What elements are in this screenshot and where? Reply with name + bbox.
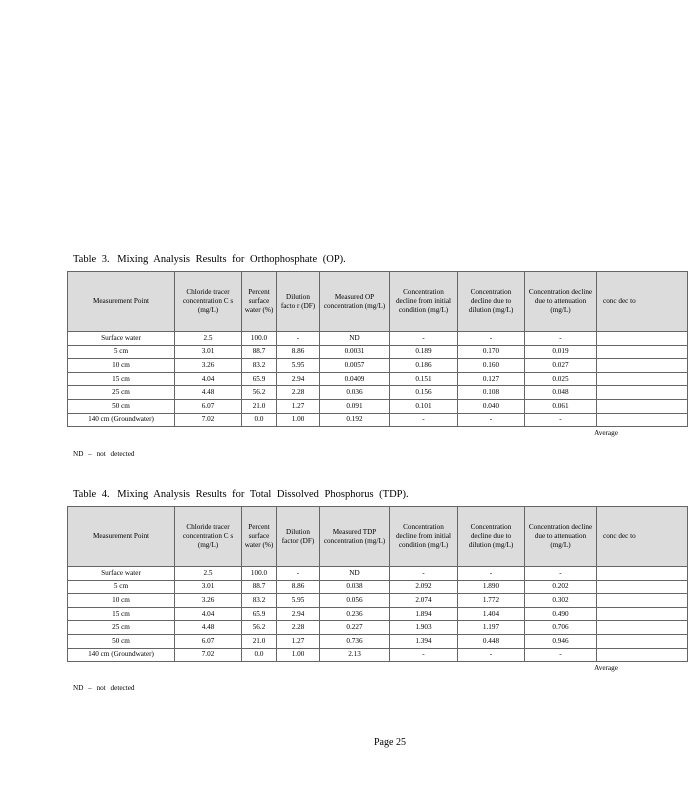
table-cell: 2.94 xyxy=(277,607,320,621)
column-header: Concentration decline from initial condition (mg/L) xyxy=(390,507,458,567)
table-cell: 0.490 xyxy=(525,607,597,621)
table-cell: 6.07 xyxy=(175,634,242,648)
average-row xyxy=(68,662,688,675)
table-cell xyxy=(597,345,688,359)
table-cell: 2.074 xyxy=(390,594,458,608)
table-cell: 0.706 xyxy=(525,621,597,635)
table-row xyxy=(68,332,688,346)
table-row xyxy=(68,634,688,648)
table-cell xyxy=(597,580,688,594)
table-cell: 1.197 xyxy=(458,621,525,635)
table-cell: 25 cm xyxy=(68,386,175,400)
table-row xyxy=(68,345,688,359)
table-cell: - xyxy=(390,648,458,662)
table-cell: 0.448 xyxy=(458,634,525,648)
table-cell: 0.019 xyxy=(525,345,597,359)
table-3-title: Mixing Analysis Results for Orthophosphate (OP). xyxy=(117,254,346,265)
table-cell: 0.108 xyxy=(458,386,525,400)
table-cell: 1.27 xyxy=(277,399,320,413)
table-cell: 0.025 xyxy=(525,372,597,386)
table-4-note: ND – not detected xyxy=(73,684,135,692)
table-cell: 3.01 xyxy=(175,580,242,594)
table-cell: 2.5 xyxy=(175,567,242,581)
table-cell: 0.302 xyxy=(525,594,597,608)
table-cell: 65.9 xyxy=(242,607,277,621)
table-cell xyxy=(597,567,688,581)
column-header: Percent surface water (%) xyxy=(242,272,277,332)
table-row xyxy=(68,386,688,400)
table-cell: 88.7 xyxy=(242,345,277,359)
table-cell xyxy=(597,413,688,427)
table-cell: 1.394 xyxy=(390,634,458,648)
table-cell: 0.227 xyxy=(320,621,390,635)
table-row xyxy=(68,580,688,594)
table-cell: 1.894 xyxy=(390,607,458,621)
table-cell: 2.5 xyxy=(175,332,242,346)
column-header: Measured OP concentration (mg/L) xyxy=(320,272,390,332)
table-cell: - xyxy=(390,413,458,427)
table-cell: 4.04 xyxy=(175,372,242,386)
table-cell: 0.101 xyxy=(390,399,458,413)
table-row xyxy=(68,648,688,662)
table-cell xyxy=(597,634,688,648)
table-cell xyxy=(597,359,688,373)
table-cell: 0.0057 xyxy=(320,359,390,373)
table-cell: 0.036 xyxy=(320,386,390,400)
table-cell: 0.056 xyxy=(320,594,390,608)
average-label: Average xyxy=(594,428,618,437)
table-cell: ND xyxy=(320,332,390,346)
table-cell: 5.95 xyxy=(277,359,320,373)
table-cell: 21.0 xyxy=(242,399,277,413)
table-4-wrapper xyxy=(67,506,636,674)
table-cell xyxy=(597,607,688,621)
column-header: Concentration decline due to attenuation (mg/L) xyxy=(525,507,597,567)
table-cell: 4.48 xyxy=(175,621,242,635)
average-label: Average xyxy=(594,663,618,672)
table-cell: 25 cm xyxy=(68,621,175,635)
table-row xyxy=(68,372,688,386)
table-cell xyxy=(597,399,688,413)
page-number: Page 25 xyxy=(374,737,406,748)
table-4 xyxy=(67,506,688,674)
table-cell: 140 cm (Groundwater) xyxy=(68,413,175,427)
table-cell: - xyxy=(458,648,525,662)
table-cell: 2.94 xyxy=(277,372,320,386)
table-row xyxy=(68,594,688,608)
table-cell: 0.091 xyxy=(320,399,390,413)
table-cell xyxy=(597,621,688,635)
column-header: conc dec to xyxy=(597,272,688,332)
table-cell: 1.772 xyxy=(458,594,525,608)
table-cell: 0.061 xyxy=(525,399,597,413)
table-cell: 50 cm xyxy=(68,399,175,413)
table-cell: 10 cm xyxy=(68,594,175,608)
column-header: Chloride tracer concentration C s (mg/L) xyxy=(175,507,242,567)
table-cell xyxy=(597,386,688,400)
table-cell: 1.27 xyxy=(277,634,320,648)
column-header: Concentration decline due to dilution (mg/L) xyxy=(458,507,525,567)
table-cell: Surface water xyxy=(68,567,175,581)
table-cell: 2.28 xyxy=(277,386,320,400)
table-cell: 0.189 xyxy=(390,345,458,359)
column-header: Concentration decline from initial condition (mg/L) xyxy=(390,272,458,332)
table-cell: - xyxy=(525,332,597,346)
column-header: Measured TDP concentration (mg/L) xyxy=(320,507,390,567)
table-cell: 5.95 xyxy=(277,594,320,608)
column-header: Dilution factor (DF) xyxy=(277,507,320,567)
table-cell: 1.404 xyxy=(458,607,525,621)
table-4-caption xyxy=(73,489,409,500)
table-cell: - xyxy=(277,567,320,581)
table-cell: 5 cm xyxy=(68,580,175,594)
table-cell xyxy=(597,332,688,346)
table-cell: Surface water xyxy=(68,332,175,346)
table-cell: 6.07 xyxy=(175,399,242,413)
table-cell: - xyxy=(390,567,458,581)
table-row xyxy=(68,621,688,635)
table-cell: 65.9 xyxy=(242,372,277,386)
table-cell: - xyxy=(390,332,458,346)
table-cell: 0.0409 xyxy=(320,372,390,386)
table-cell: 3.26 xyxy=(175,359,242,373)
table-cell: 15 cm xyxy=(68,607,175,621)
table-cell: 56.2 xyxy=(242,386,277,400)
table-cell: 56.2 xyxy=(242,621,277,635)
table-cell: 88.7 xyxy=(242,580,277,594)
table-cell: 1.00 xyxy=(277,413,320,427)
table-cell: 21.0 xyxy=(242,634,277,648)
table-3-note: ND – not detected xyxy=(73,450,135,458)
table-cell xyxy=(597,648,688,662)
table-4-title: Mixing Analysis Results for Total Dissolved Phosphorus (TDP). xyxy=(117,489,409,500)
table-cell: - xyxy=(458,413,525,427)
table-cell: 0.736 xyxy=(320,634,390,648)
table-cell: 0.202 xyxy=(525,580,597,594)
table-cell: 0.0 xyxy=(242,413,277,427)
table-cell: - xyxy=(277,332,320,346)
table-cell: 0.192 xyxy=(320,413,390,427)
table-cell: 0.0 xyxy=(242,648,277,662)
table-cell: 0.038 xyxy=(320,580,390,594)
table-cell: 1.00 xyxy=(277,648,320,662)
table-cell: 0.040 xyxy=(458,399,525,413)
table-3-wrapper xyxy=(67,271,636,439)
table-cell xyxy=(597,594,688,608)
table-cell: ND xyxy=(320,567,390,581)
table-cell: 0.027 xyxy=(525,359,597,373)
table-4-number: Table 4. xyxy=(73,489,110,500)
column-header: Chloride tracer concentration C s (mg/L) xyxy=(175,272,242,332)
table-cell: 4.04 xyxy=(175,607,242,621)
table-cell: 10 cm xyxy=(68,359,175,373)
column-header: Dilution facto r (DF) xyxy=(277,272,320,332)
table-row xyxy=(68,413,688,427)
table-3 xyxy=(67,271,688,439)
column-header: Percent surface water (%) xyxy=(242,507,277,567)
table-cell: 83.2 xyxy=(242,594,277,608)
table-row xyxy=(68,607,688,621)
table-cell: 0.236 xyxy=(320,607,390,621)
table-cell: 100.0 xyxy=(242,332,277,346)
table-cell xyxy=(597,372,688,386)
table-row xyxy=(68,399,688,413)
table-cell: 2.092 xyxy=(390,580,458,594)
table-cell: 1.903 xyxy=(390,621,458,635)
table-3-caption xyxy=(73,254,346,265)
column-header: Measurement Point xyxy=(68,272,175,332)
column-header: Measurement Point xyxy=(68,507,175,567)
table-cell: - xyxy=(525,413,597,427)
table-cell: 8.86 xyxy=(277,580,320,594)
table-cell: 0.151 xyxy=(390,372,458,386)
table-cell: 0.186 xyxy=(390,359,458,373)
column-header: Concentration decline due to attenuation (mg/L) xyxy=(525,272,597,332)
table-cell: 140 cm (Groundwater) xyxy=(68,648,175,662)
table-cell: 1.890 xyxy=(458,580,525,594)
column-header: Concentration decline due to dilution (mg/L) xyxy=(458,272,525,332)
table-cell: 2.28 xyxy=(277,621,320,635)
table-cell: 0.048 xyxy=(525,386,597,400)
table-cell: 0.946 xyxy=(525,634,597,648)
table-row xyxy=(68,567,688,581)
table-cell: 0.160 xyxy=(458,359,525,373)
table-cell: 2.13 xyxy=(320,648,390,662)
table-cell: 50 cm xyxy=(68,634,175,648)
table-cell: 3.01 xyxy=(175,345,242,359)
table-cell: 8.86 xyxy=(277,345,320,359)
table-3-number: Table 3. xyxy=(73,254,110,265)
table-cell: 100.0 xyxy=(242,567,277,581)
table-cell: 7.02 xyxy=(175,413,242,427)
average-row xyxy=(68,427,688,440)
table-cell: 0.156 xyxy=(390,386,458,400)
table-cell: 0.127 xyxy=(458,372,525,386)
table-cell: 15 cm xyxy=(68,372,175,386)
table-cell: - xyxy=(525,648,597,662)
table-cell: 5 cm xyxy=(68,345,175,359)
table-row xyxy=(68,359,688,373)
table-cell: 3.26 xyxy=(175,594,242,608)
table-cell: 4.48 xyxy=(175,386,242,400)
table-cell: - xyxy=(458,567,525,581)
column-header: conc dec to xyxy=(597,507,688,567)
table-cell: - xyxy=(458,332,525,346)
table-cell: 0.170 xyxy=(458,345,525,359)
table-cell: - xyxy=(525,567,597,581)
table-cell: 0.0031 xyxy=(320,345,390,359)
table-cell: 7.02 xyxy=(175,648,242,662)
table-cell: 83.2 xyxy=(242,359,277,373)
